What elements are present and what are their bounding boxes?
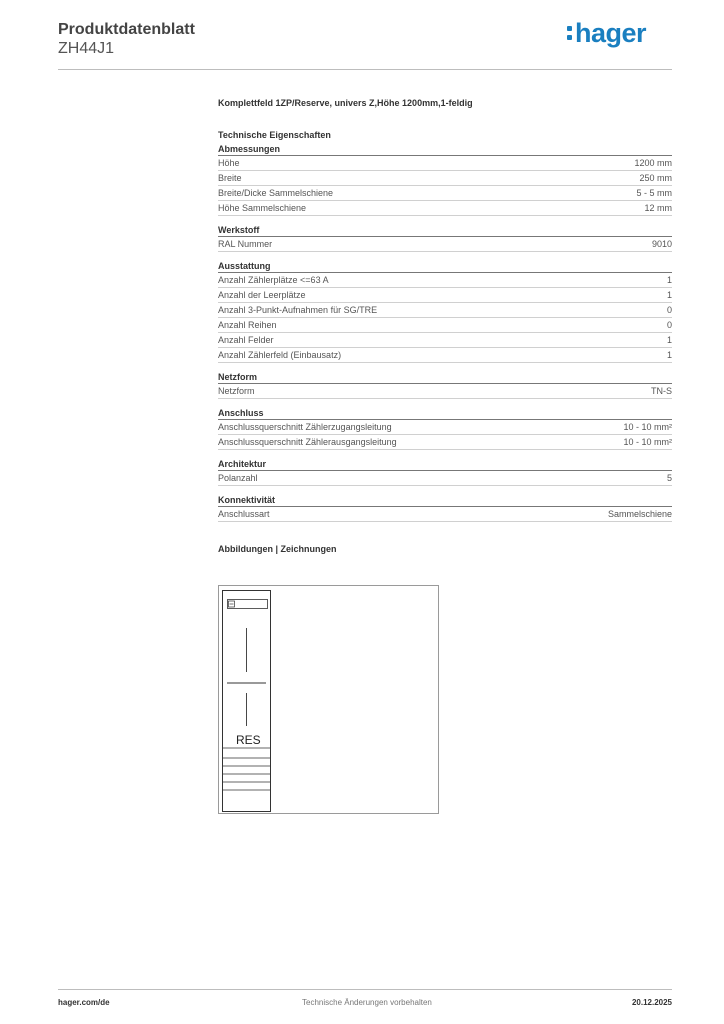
property-group: [218, 458, 672, 486]
property-row: [218, 237, 672, 252]
property-value: 5: [666, 473, 672, 483]
property-label: Polanzahl: [218, 473, 258, 483]
property-label: RAL Nummer: [218, 239, 273, 249]
property-row: [218, 318, 672, 333]
property-row: [218, 435, 672, 450]
property-row: [218, 384, 672, 399]
property-value: 1: [666, 275, 672, 285]
property-label: Anzahl Felder: [218, 335, 274, 345]
property-value: 250 mm: [639, 173, 672, 183]
property-value: 1: [666, 335, 672, 345]
property-groups: [218, 143, 672, 522]
property-row: [218, 186, 672, 201]
property-row: [218, 156, 672, 171]
property-label: Anzahl Zählerplätze <=63 A: [218, 275, 329, 285]
property-label: Anzahl 3-Punkt-Aufnahmen für SG/TRE: [218, 305, 378, 315]
group-title: Konnektivität: [218, 494, 672, 507]
drawing-res-label: RES: [236, 733, 261, 747]
property-label: Anschlussquerschnitt Zählerzugangsleitung: [218, 422, 392, 432]
page-title: Produktdatenblatt: [58, 21, 195, 38]
group-title: Ausstattung: [218, 260, 672, 273]
footer-notice: Technische Änderungen vorbehalten: [302, 998, 432, 1007]
property-value: 5 - 5 mm: [636, 188, 672, 198]
property-label: Höhe Sammelschiene: [218, 203, 307, 213]
property-row: [218, 420, 672, 435]
header-divider: [58, 69, 672, 70]
property-row: [218, 171, 672, 186]
property-row: [218, 303, 672, 318]
property-group: [218, 260, 672, 363]
footer-divider: [58, 989, 672, 990]
group-title: Architektur: [218, 458, 672, 471]
property-group: [218, 494, 672, 522]
group-title: Werkstoff: [218, 224, 672, 237]
property-value: 0: [666, 305, 672, 315]
group-title: Abmessungen: [218, 143, 672, 156]
technical-heading: Technische Eigenschaften: [218, 130, 331, 140]
property-row: [218, 348, 672, 363]
property-row: [218, 288, 672, 303]
footer-website: hager.com/de: [58, 998, 110, 1007]
property-row: [218, 471, 672, 486]
property-group: [218, 407, 672, 450]
property-group: [218, 371, 672, 399]
hager-logo: [567, 18, 646, 49]
property-value: Sammelschiene: [607, 509, 672, 519]
property-label: Anschlussart: [218, 509, 270, 519]
property-value: TN-S: [651, 386, 672, 396]
datasheet-content: [218, 97, 672, 557]
product-code: ZH44J1: [58, 40, 115, 57]
property-value: 0: [666, 320, 672, 330]
panel-drawing: [222, 590, 272, 812]
product-description: Komplettfeld 1ZP/Reserve, univers Z,Höhe 1200mm,1-feldig: [218, 98, 473, 108]
property-label: Anzahl Reihen: [218, 320, 277, 330]
group-title: Anschluss: [218, 407, 672, 420]
property-value: 9010: [651, 239, 672, 249]
property-label: Anzahl der Leerplätze: [218, 290, 306, 300]
property-row: [218, 333, 672, 348]
drawing-frame: [218, 585, 439, 814]
property-value: 12 mm: [644, 203, 672, 213]
property-label: Netzform: [218, 386, 255, 396]
property-value: 1200 mm: [634, 158, 672, 168]
logo-dots-icon: [567, 18, 573, 44]
property-value: 10 - 10 mm²: [623, 422, 672, 432]
property-label: Höhe: [218, 158, 240, 168]
footer-date: 20.12.2025: [631, 998, 672, 1007]
property-label: Breite/Dicke Sammelschiene: [218, 188, 334, 198]
property-row: [218, 201, 672, 216]
property-label: Anzahl Zählerfeld (Einbausatz): [218, 350, 342, 360]
property-row: [218, 507, 672, 522]
property-group: [218, 143, 672, 216]
property-value: 1: [666, 290, 672, 300]
drawings-heading: Abbildungen | Zeichnungen: [218, 544, 337, 554]
group-title: Netzform: [218, 371, 672, 384]
property-value: 1: [666, 350, 672, 360]
property-row: [218, 273, 672, 288]
logo-text: hager: [575, 18, 647, 48]
property-label: Breite: [218, 173, 242, 183]
property-group: [218, 224, 672, 252]
property-value: 10 - 10 mm²: [623, 437, 672, 447]
property-label: Anschlussquerschnitt Zählerausgangsleitung: [218, 437, 397, 447]
